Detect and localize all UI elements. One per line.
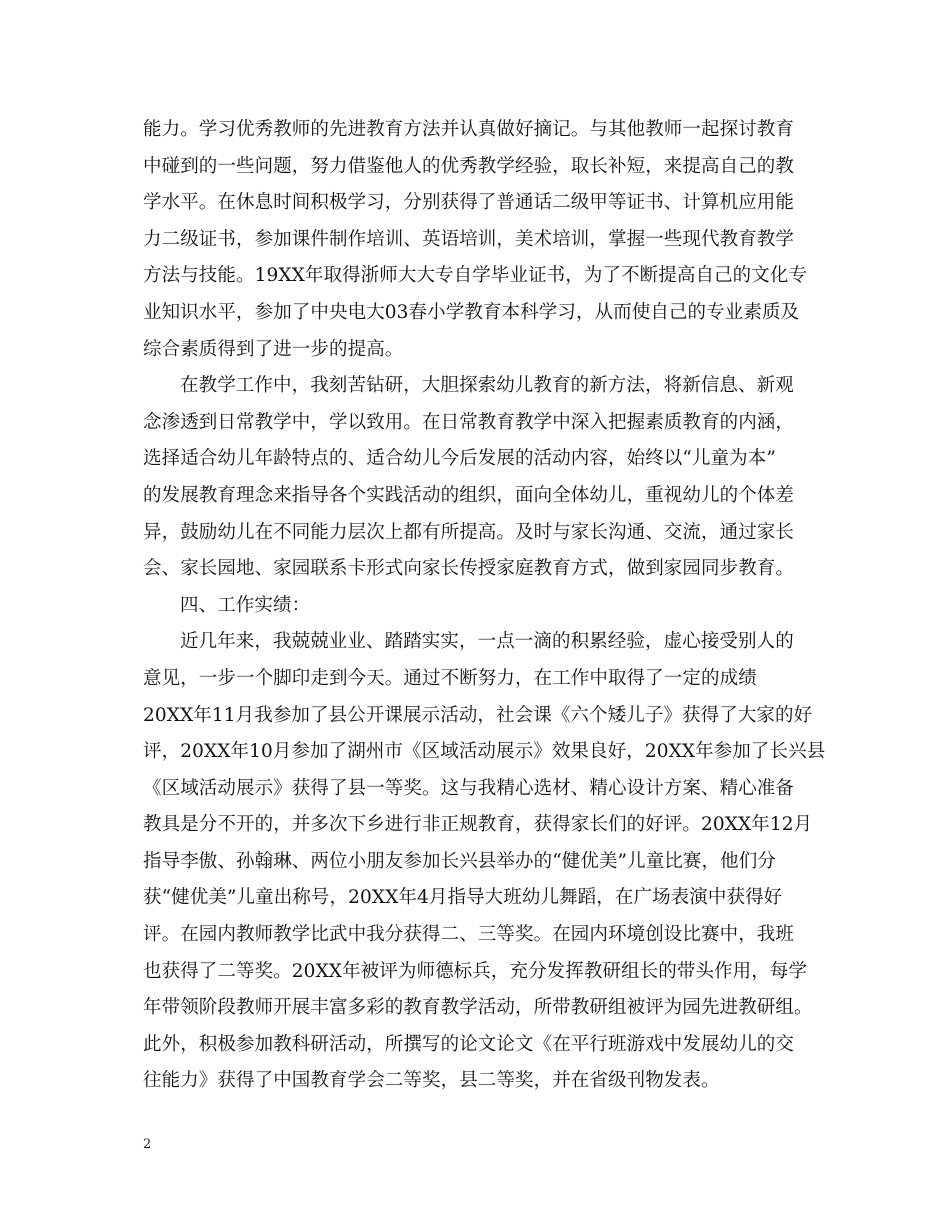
text-line: 教具是分不开的，并多次下乡进行非正规教育，获得家长们的好评。20XX年12月 bbox=[143, 814, 813, 836]
section-heading: 四、工作实绩： bbox=[180, 594, 311, 616]
text-line: 方法与技能。19XX年取得浙师大大专自学毕业证书，为了不断提高自己的文化专 bbox=[143, 265, 808, 287]
text-line: 年带领阶段教师开展丰富多彩的教育教学活动，所带教研组被评为园先进教研组。 bbox=[143, 997, 813, 1019]
body-text bbox=[143, 112, 826, 1100]
text-line: 获“健优美”儿童出称号，20XX年4月指导大班幼儿舞蹈，在广场表演中获得好 bbox=[143, 887, 783, 909]
text-line: 此外，积极参加教科研活动，所撰写的论文论文《在平行班游戏中发展幼儿的交 bbox=[143, 1033, 795, 1055]
text-line: 意见，一步一个脚印走到今天。通过不断努力，在工作中取得了一定的成绩 bbox=[143, 667, 757, 689]
paragraph-first-line: 近几年来，我兢兢业业、踏踏实实，一点一滴的积累经验，虚心接受别人的 bbox=[180, 631, 794, 653]
text-line: 异，鼓励幼儿在不同能力层次上都有所提高。及时与家长沟通、交流，通过家长 bbox=[143, 521, 795, 543]
text-line: 能力。学习优秀教师的先进教育方法并认真做好摘记。与其他教师一起探讨教育 bbox=[143, 119, 795, 140]
text-line: 念渗透到日常教学中，学以致用。在日常教育教学中深入把握素质教育的内涵， bbox=[143, 411, 795, 433]
text-line: 业知识水平，参加了中央电大03春小学教育本科学习，从而使自己的专业素质及 bbox=[143, 301, 800, 323]
text-line: 往能力》获得了中国教育学会二等奖，县二等奖，并在省级刊物发表。 bbox=[143, 1070, 720, 1092]
page-number: 2 bbox=[143, 1137, 152, 1152]
text-line: 评。在园内教师教学比武中我分获得二、三等奖。在园内环境创设比赛中，我班 bbox=[143, 924, 795, 946]
text-line: 选择适合幼儿年龄特点的、适合幼儿今后发展的活动内容，始终以“儿童为本” bbox=[143, 448, 776, 470]
text-line: 《区域活动展示》获得了县一等奖。这与我精心选材、精心设计方案、精心准备 bbox=[143, 777, 795, 799]
text-line: 指导李傲、孙翰琳、两位小朋友参加长兴县举办的“健优美”儿童比赛，他们分 bbox=[143, 850, 776, 872]
text-line: 会、家长园地、家园联系卡形式向家长传授家庭教育方式，做到家园同步教育。 bbox=[143, 558, 795, 580]
text-line: 评，20XX年10月参加了湖州市《区域活动展示》效果良好，20XX年参加了长兴县 bbox=[143, 741, 826, 763]
text-line: 20XX年11月我参加了县公开课展示活动，社会课《六个矮儿子》获得了大家的好 bbox=[143, 704, 813, 726]
text-line: 中碰到的一些问题，努力借鉴他人的优秀教学经验，取长补短，来提高自己的教 bbox=[143, 155, 795, 177]
text-line: 综合素质得到了进一步的提高。 bbox=[143, 338, 404, 360]
text-line: 学水平。在休息时间积极学习，分别获得了普通话二级甲等证书、计算机应用能 bbox=[143, 192, 795, 214]
text-line: 力二级证书，参加课件制作培训、英语培训，美术培训，掌握一些现代教育教学 bbox=[143, 228, 795, 250]
text-line: 也获得了二等奖。20XX年被评为师德标兵，充分发挥教研组长的带头作用，每学 bbox=[143, 960, 808, 982]
text-line: 的发展教育理念来指导各个实践活动的组织，面向全体幼儿，重视幼儿的个体差 bbox=[143, 484, 795, 506]
paragraph-first-line: 在教学工作中，我刻苦钻研，大胆探索幼儿教育的新方法，将新信息、新观 bbox=[180, 375, 794, 397]
